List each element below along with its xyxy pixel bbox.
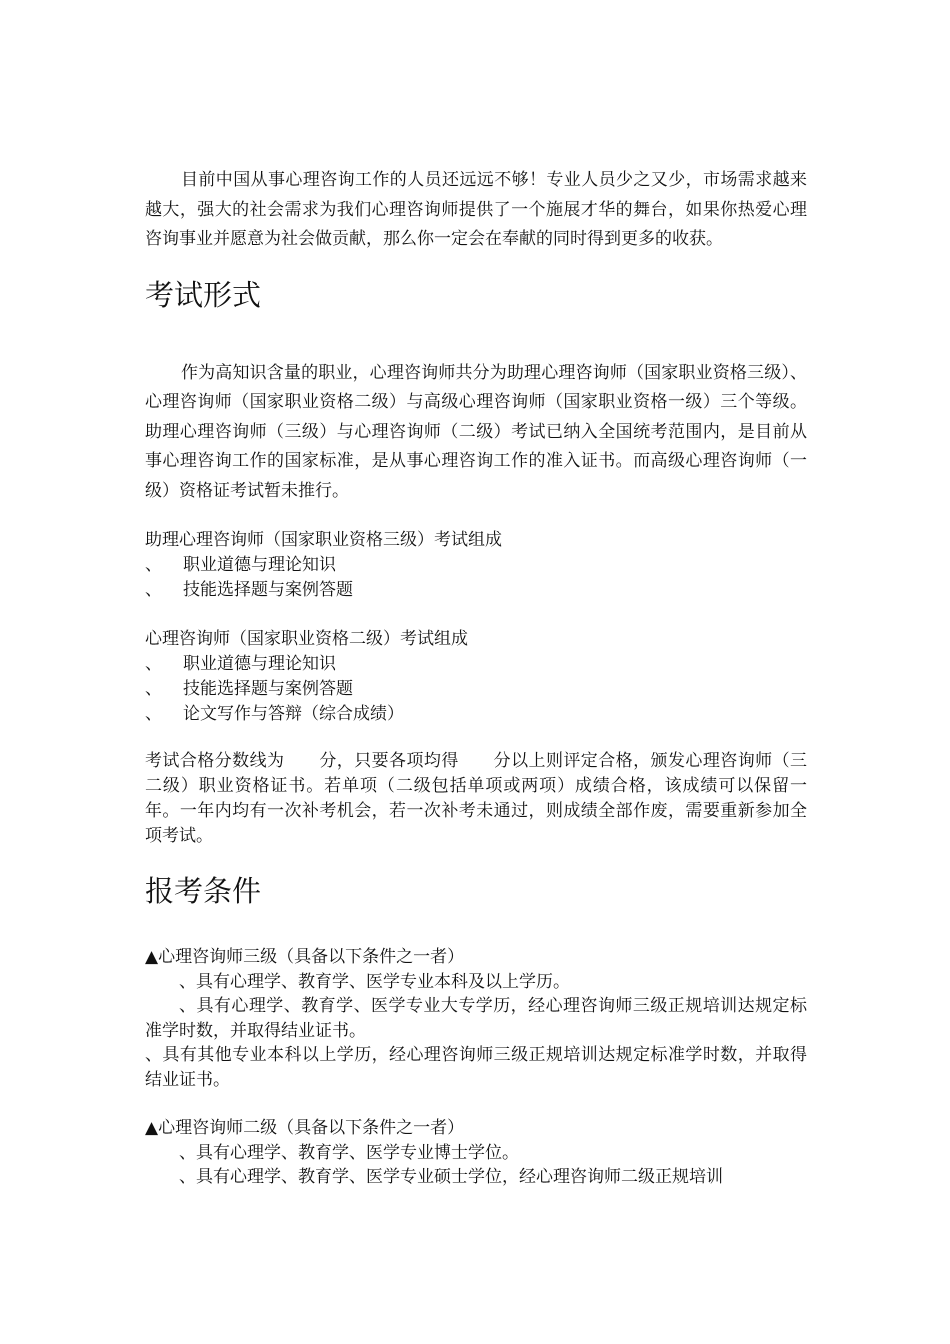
list-item-text: 技能选择题与案例答题 xyxy=(183,580,353,600)
list-item-text: 职业道德与理论知识 xyxy=(183,654,336,674)
list-bullet: 、 xyxy=(145,555,162,575)
exam-group-title: 助理心理咨询师（国家职业资格三级）考试组成 xyxy=(145,530,502,550)
requirement-item: 、具有心理学、教育学、医学专业大专学历，经心理咨询师三级正规培训达规定标准学时数，并取得结业证书。 xyxy=(145,996,807,1041)
exam-group-list xyxy=(145,553,807,603)
requirements-level3 xyxy=(145,945,807,1092)
exam-group-level2 xyxy=(145,627,807,727)
document-page xyxy=(145,166,807,1190)
list-item xyxy=(145,702,807,727)
section-heading-requirements: 报考条件 xyxy=(145,874,262,908)
list-item-text: 论文写作与答辩（综合成绩） xyxy=(183,704,404,724)
exam-group-level3 xyxy=(145,528,807,603)
list-item xyxy=(145,652,807,677)
requirements-title: ▲心理咨询师二级（具备以下条件之一者） xyxy=(145,1118,465,1138)
requirement-item: 、具有心理学、教育学、医学专业博士学位。 xyxy=(179,1142,519,1163)
score-info xyxy=(145,749,807,849)
list-item-text: 技能选择题与案例答题 xyxy=(183,679,353,699)
exam-format-paragraph: 作为高知识含量的职业，心理咨询师共分为助理心理咨询师（国家职业资格三级）、心理咨询师（国家职业资格二级）与高级心理咨询师（国家职业资格一级）三个等级。助理心理咨询师（三级）与心理咨询师（二级）考试已纳入全国统考范围内，是目前从事心理咨询工作的国家标准，是从事心理咨询工作的准入证书。而高级心理咨询师（一级）资格证考试暂未推行。 xyxy=(145,362,807,501)
requirements-title: ▲心理咨询师三级（具备以下条件之一者） xyxy=(145,947,465,967)
requirement-item: 、具有心理学、教育学、医学专业硕士学位，经心理咨询师二级正规培训 xyxy=(179,1167,723,1187)
exam-group-list xyxy=(145,652,807,727)
requirement-item: 、具有心理学、教育学、医学专业本科及以上学历。 xyxy=(179,971,570,992)
list-item xyxy=(145,553,807,578)
list-bullet: 、 xyxy=(145,580,162,600)
section-heading-exam-format: 考试形式 xyxy=(145,277,262,312)
list-item-text: 职业道德与理论知识 xyxy=(183,555,336,575)
score-paragraph: 考试合格分数线为 分，只要各项均得 分以上则评定合格，颁发心理咨询师（三 二级）职业资格证书。若单项（二级包括单项或两项）成绩合格，该成绩可以保留一年。一年内均有一次补考机会，若一次补考未通过，则成绩全部作废，需要重新参加全项考试。 xyxy=(145,751,807,846)
requirement-item: 、具有其他专业本科以上学历，经心理咨询师三级正规培训达规定标准学时数，并取得结业证书。 xyxy=(145,1045,807,1090)
list-bullet: 、 xyxy=(145,704,162,724)
requirements-level2 xyxy=(145,1116,807,1190)
list-bullet: 、 xyxy=(145,654,162,674)
list-item xyxy=(145,677,807,702)
list-item xyxy=(145,578,807,603)
intro-paragraph: 目前中国从事心理咨询工作的人员还远远不够！专业人员少之又少，市场需求越来越大，强大的社会需求为我们心理咨询师提供了一个施展才华的舞台，如果你热爱心理咨询事业并愿意为社会做贡献，那么你一定会在奉献的同时得到更多的收获。 xyxy=(145,170,807,249)
list-bullet: 、 xyxy=(145,679,162,699)
exam-group-title: 心理咨询师（国家职业资格二级）考试组成 xyxy=(145,629,468,649)
